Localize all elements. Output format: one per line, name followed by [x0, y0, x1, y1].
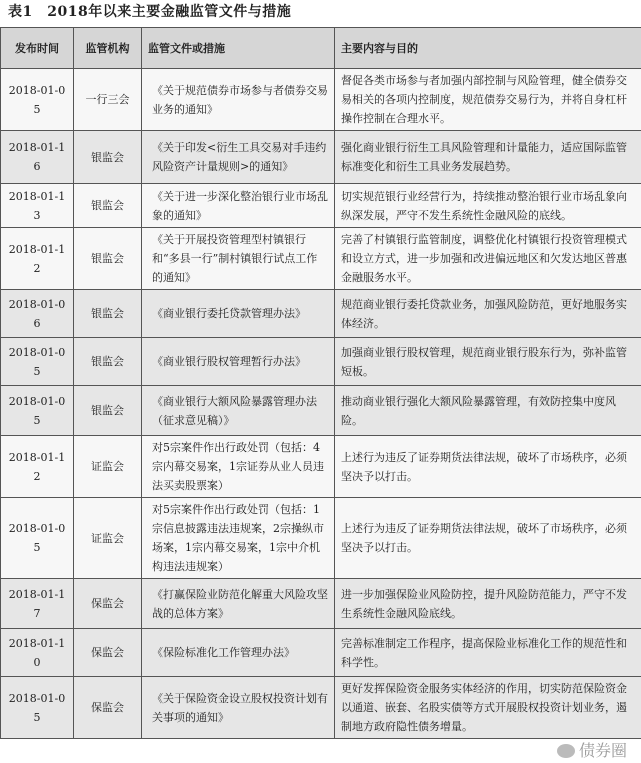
cell-document: 《商业银行委托贷款管理办法》	[142, 290, 335, 338]
cell-document: 《打赢保险业防范化解重大风险攻坚战的总体方案》	[142, 579, 335, 629]
table-row	[1, 338, 641, 386]
cell-content: 进一步加强保险业风险防控，提升风险防范能力，严守不发生系统性金融风险底线。	[335, 579, 641, 629]
cell-document: 《关于保险资金设立股权投资计划有关事项的通知》	[142, 677, 335, 739]
table-row	[1, 436, 641, 498]
cell-content: 切实规范银行业经营行为，持续推动整治银行业市场乱象向纵深发展，严守不发生系统性金融风险的底线。	[335, 184, 641, 228]
cell-org: 证监会	[74, 436, 142, 498]
header-doc: 监管文件或措施	[142, 28, 335, 69]
cell-date: 2018-01-05	[1, 338, 74, 386]
table-row	[1, 629, 641, 677]
header-date: 发布时间	[1, 28, 74, 69]
cell-date: 2018-01-17	[1, 579, 74, 629]
cell-content: 更好发挥保险资金服务实体经济的作用，切实防范保险资金以通道、嵌套、名股实债等方式开展股权投资计划业务，遏制地方政府隐性债务增量。	[335, 677, 641, 739]
regulation-table	[0, 27, 641, 739]
cell-content: 完善了村镇银行监管制度，调整优化村镇银行投资管理模式和设立方式，进一步加强和改进偏远地区和欠发达地区普惠金融服务水平。	[335, 228, 641, 290]
cell-date: 2018-01-05	[1, 498, 74, 579]
cell-org: 银监会	[74, 131, 142, 184]
table-row	[1, 386, 641, 436]
cell-document: 《关于印发<衍生工具交易对手违约风险资产计量规则>的通知》	[142, 131, 335, 184]
cell-org: 保监会	[74, 677, 142, 739]
table-row	[1, 184, 641, 228]
cell-date: 2018-01-10	[1, 629, 74, 677]
cell-date: 2018-01-05	[1, 69, 74, 131]
cell-document: 《商业银行大额风险暴露管理办法（征求意见稿）》	[142, 386, 335, 436]
cell-org: 银监会	[74, 184, 142, 228]
cell-org: 银监会	[74, 386, 142, 436]
cell-date: 2018-01-05	[1, 386, 74, 436]
cell-date: 2018-01-12	[1, 228, 74, 290]
table-row	[1, 498, 641, 579]
cell-document: 《关于规范债券市场参与者债券交易业务的通知》	[142, 69, 335, 131]
cell-content: 规范商业银行委托贷款业务，加强风险防范，更好地服务实体经济。	[335, 290, 641, 338]
wechat-icon	[557, 744, 575, 758]
cell-content: 督促各类市场参与者加强内部控制与风险管理，健全债券交易相关的各项内控制度，规范债券交易行为，并将自身杠杆操作控制在合理水平。	[335, 69, 641, 131]
cell-content: 加强商业银行股权管理，规范商业银行股东行为，弥补监管短板。	[335, 338, 641, 386]
cell-content: 上述行为违反了证券期货法律法规，破坏了市场秩序，必须坚决予以打击。	[335, 498, 641, 579]
table-row	[1, 131, 641, 184]
cell-document: 《商业银行股权管理暂行办法》	[142, 338, 335, 386]
cell-org: 银监会	[74, 290, 142, 338]
cell-org: 保监会	[74, 629, 142, 677]
table-title: 表1 2018年以来主要金融监管文件与措施	[0, 0, 641, 24]
cell-org: 保监会	[74, 579, 142, 629]
cell-content: 上述行为违反了证券期货法律法规，破坏了市场秩序，必须坚决予以打击。	[335, 436, 641, 498]
cell-document: 对5宗案件作出行政处罚（包括：4宗内幕交易案，1宗证券从业人员违法买卖股票案）	[142, 436, 335, 498]
cell-date: 2018-01-16	[1, 131, 74, 184]
cell-org: 证监会	[74, 498, 142, 579]
cell-date: 2018-01-13	[1, 184, 74, 228]
cell-content: 推动商业银行强化大额风险暴露管理，有效防控集中度风险。	[335, 386, 641, 436]
header-org: 监管机构	[74, 28, 142, 69]
table-row	[1, 228, 641, 290]
header-content: 主要内容与目的	[335, 28, 641, 69]
cell-document: 《关于开展投资管理型村镇银行和“多县一行”制村镇银行试点工作的通知》	[142, 228, 335, 290]
cell-document: 对5宗案件作出行政处罚（包括：1宗信息披露违法违规案，2宗操纵市场案，1宗内幕交易案，1宗中介机构违法违规案）	[142, 498, 335, 579]
table-header-row	[1, 28, 641, 69]
table-row	[1, 290, 641, 338]
cell-document: 《保险标准化工作管理办法》	[142, 629, 335, 677]
table-row	[1, 677, 641, 739]
watermark-text: 债券圈	[579, 741, 627, 761]
cell-org: 银监会	[74, 228, 142, 290]
cell-date: 2018-01-12	[1, 436, 74, 498]
cell-date: 2018-01-05	[1, 677, 74, 739]
cell-org: 银监会	[74, 338, 142, 386]
cell-content: 完善标准制定工作程序，提高保险业标准化工作的规范性和科学性。	[335, 629, 641, 677]
watermark	[0, 739, 641, 763]
cell-document: 《关于进一步深化整治银行业市场乱象的通知》	[142, 184, 335, 228]
table-row	[1, 579, 641, 629]
table-row	[1, 69, 641, 131]
cell-org: 一行三会	[74, 69, 142, 131]
cell-content: 强化商业银行衍生工具风险管理和计量能力，适应国际监管标准变化和衍生工具业务发展趋势。	[335, 131, 641, 184]
cell-date: 2018-01-06	[1, 290, 74, 338]
